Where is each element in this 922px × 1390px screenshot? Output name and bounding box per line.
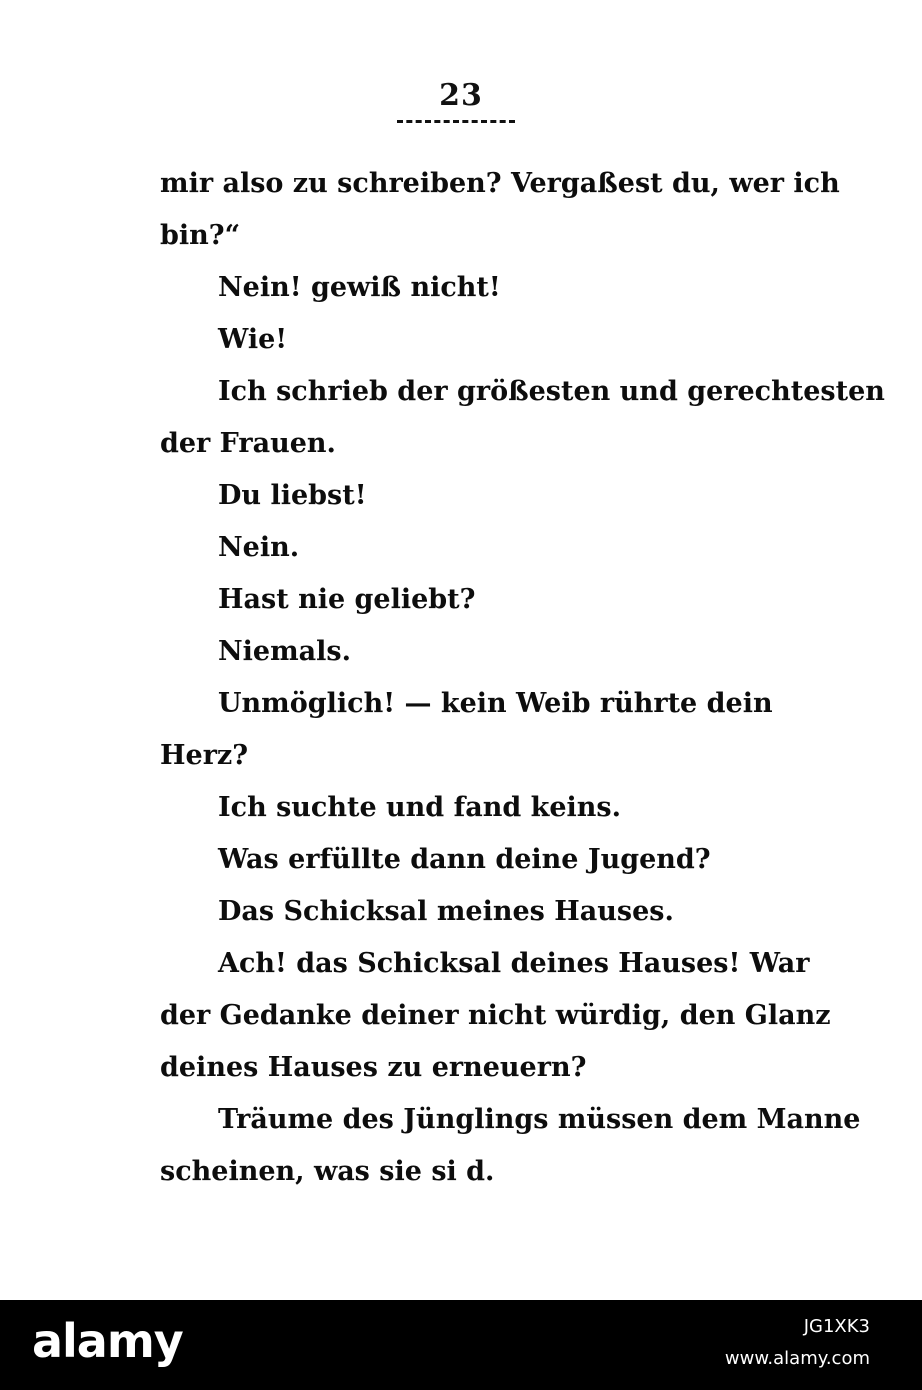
text-line: Nein! gewiß nicht!	[218, 272, 501, 303]
text-line: Unmöglich! — kein Weib rührte dein	[218, 688, 773, 719]
text-line: Wie!	[218, 324, 288, 355]
text-line: Träume des Jünglings müssen dem Manne	[218, 1104, 861, 1135]
text-line: deines Hauses zu erneuern?	[160, 1052, 587, 1083]
text-line: Herz?	[160, 740, 249, 771]
watermark-banner	[0, 1300, 922, 1390]
text-line: Was erfüllte dann deine Jugend?	[218, 844, 711, 875]
text-line: Ich schrieb der größesten und gerechtesten	[218, 376, 885, 407]
text-line: Ach! das Schicksal deines Hauses! War	[218, 948, 810, 979]
image-id: JG1XK3	[803, 1316, 870, 1337]
text-line: Hast nie geliebt?	[218, 584, 476, 615]
page-number: 23	[439, 78, 483, 113]
site-url: www.alamy.com	[724, 1348, 870, 1369]
text-line: Niemals.	[218, 636, 352, 667]
text-line: Nein.	[218, 532, 300, 563]
text-line: Das Schicksal meines Hauses.	[218, 896, 674, 927]
text-line: bin?“	[160, 220, 241, 251]
alamy-logo: alamy	[32, 1314, 183, 1368]
text-line: der Frauen.	[160, 428, 336, 459]
text-line: scheinen, was sie si d.	[160, 1156, 495, 1187]
text-line: der Gedanke deiner nicht würdig, den Glanz	[160, 1000, 831, 1031]
text-line: Ich suchte und fand keins.	[218, 792, 621, 823]
decorative-rule	[397, 120, 515, 123]
body-text	[160, 158, 885, 1198]
text-line: Du liebst!	[218, 480, 367, 511]
text-line: mir also zu schreiben? Vergaßest du, wer ich	[160, 168, 840, 199]
